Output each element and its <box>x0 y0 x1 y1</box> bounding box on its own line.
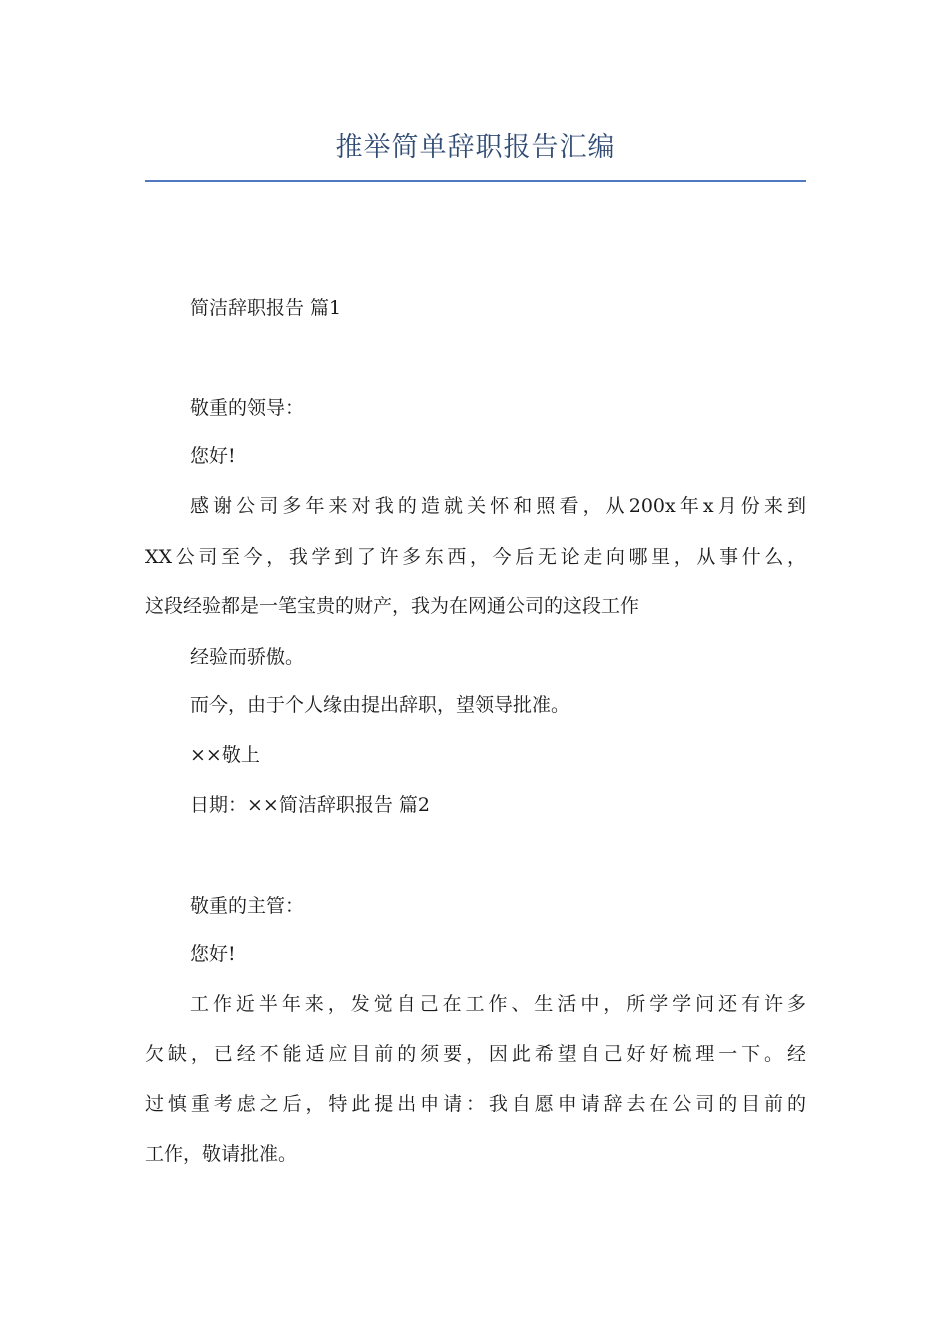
report1-body-line-5: 而今，由于个人缘由提出辞职，望领导批准。 <box>190 694 571 716</box>
document-title: 推举简单辞职报告汇编 <box>335 132 616 163</box>
title-underline <box>145 180 806 182</box>
report1-sign-off: ××敬上 <box>190 744 260 766</box>
report1-body-line-1: 感谢公司多年来对我的造就关怀和照看，从200x年x月份来到 <box>190 495 806 517</box>
report1-greeting: 您好! <box>190 445 236 467</box>
report2-body-line-2: 欠缺，已经不能适应目前的须要，因此希望自己好好梳理一下。经 <box>145 1043 806 1065</box>
report1-date-line: 日期：××简洁辞职报告 篇2 <box>190 794 430 816</box>
report1-heading: 简洁辞职报告 篇1 <box>190 297 342 319</box>
report1-body-line-2: XX公司至今，我学到了许多东西，今后无论走向哪里，从事什么， <box>145 546 806 568</box>
report1-salutation: 敬重的领导： <box>190 397 305 419</box>
report2-body-line-3: 过慎重考虑之后，特此提出申请：我自愿申请辞去在公司的目前的 <box>145 1093 806 1115</box>
report2-body-line-4: 工作，敬请批准。 <box>145 1143 298 1165</box>
report2-body-line-1: 工作近半年来，发觉自己在工作、生活中，所学学问还有许多 <box>190 993 806 1015</box>
report1-body-line-3: 这段经验都是一笔宝贵的财产，我为在网通公司的这段工作 <box>145 595 640 617</box>
report1-body-line-4: 经验而骄傲。 <box>190 646 305 668</box>
report2-salutation: 敬重的主管： <box>190 895 305 917</box>
report2-greeting: 您好! <box>190 943 236 965</box>
